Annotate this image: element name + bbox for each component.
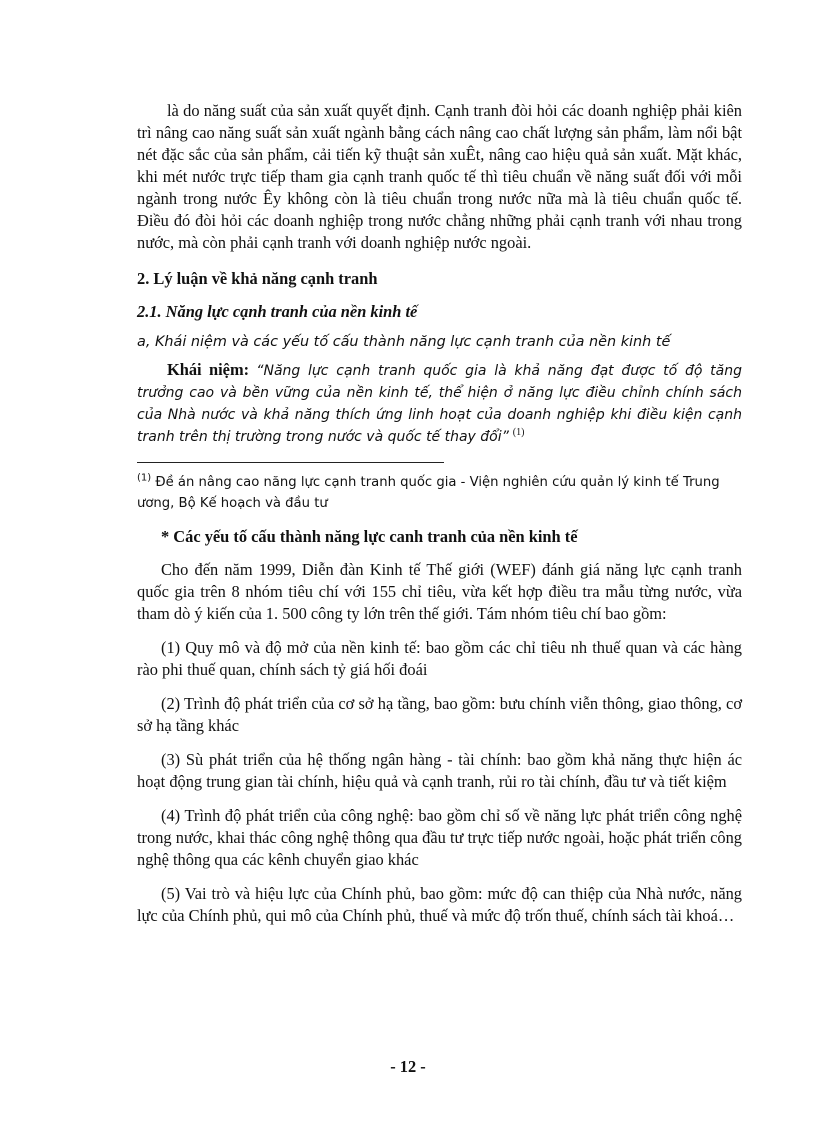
list-item: (5) Vai trò và hiệu lực của Chính phủ, bao gồm: mức độ can thiệp của Nhà nước, năng lực của Chính phủ, qui mô của Chính phủ, thuế và mức độ trốn thuế, chính sách tài khoá…: [137, 884, 742, 925]
section-heading: 2. Lý luận về khả năng cạnh tranh: [137, 269, 378, 288]
footnote-reference: (1): [512, 426, 525, 438]
concept-paragraph: [137, 359, 742, 448]
concept-quote: “Năng lực cạnh tranh quốc gia là khả năng đạt được tố độ tăng trưởng cao và bền vững của nền kinh tế, thể hiện ở năng lực điều chỉnh chính sách của Nhà nước và khả năng thích ứng linh hoạt của doanh nghiệp khi điều kiện cạnh tranh trên thị trường trong nước và quốc tế thay đổi”: [137, 363, 742, 445]
footnote: [137, 472, 742, 514]
list-item: (2) Trình độ phát triển của cơ sở hạ tầng, bao gồm: bưu chính viễn thông, giao thông, cơ sở hạ tầng khác: [137, 694, 742, 735]
list-item: (3) Sù phát triển của hệ thống ngân hàng - tài chính: bao gồm khả năng thực hiện ác hoạt động trung gian tài chính, hiệu quả và cạnh tranh, rủi ro tài chính, đầu tư và tiết kiệm: [137, 750, 742, 791]
intro-paragraph: là do năng suất của sản xuất quyết định. Cạnh tranh đòi hỏi các doanh nghiệp phải kiên trì nâng cao năng suất sản xuất ngành bằng cách nâng cao chất lượng sản phẩm, làm nổi bật nét đặc sắc của sản phẩm, cải tiến kỹ thuật sản xuÊt, nâng cao hiệu quả sản xuất. Mặt khác, khi mét nước trực tiếp tham gia cạnh tranh quốc tế thì tiêu chuẩn về năng suất đối với mỗi ngành trong nước Êy không còn là tiêu chuẩn trong nước nữa mà là tiêu chuẩn quốc tế. Điều đó đòi hỏi các doanh nghiệp trong nước chẳng những phải cạnh tranh với nhau trong nước, mà còn phải cạnh tranh với doanh nghiệp nước ngoài.: [137, 101, 742, 252]
footnote-divider: [137, 462, 444, 463]
page-number: - 12 -: [390, 1057, 426, 1076]
factors-intro: Cho đến năm 1999, Diễn đàn Kinh tế Thế giới (WEF) đánh giá năng lực cạnh tranh quốc gia trên 8 nhóm tiêu chí với 155 chỉ tiêu, vừa kết hợp điều tra mẫu từng nước, vừa tham dò ý kiến của 1. 500 công ty lớn trên thế giới. Tám nhóm tiêu chí bao gồm:: [137, 560, 742, 623]
subsection-heading: 2.1. Năng lực cạnh tranh của nền kinh tế: [137, 302, 418, 321]
factors-heading: * Các yếu tố cấu thành năng lực canh tranh của nền kinh tế: [161, 527, 578, 546]
footnote-marker: (1): [137, 472, 152, 484]
footnote-text: Đề án nâng cao năng lực cạnh tranh quốc gia - Viện nghiên cứu quản lý kinh tế Trung ương, Bộ Kế hoạch và đầu tư: [137, 475, 720, 511]
page-content: [137, 100, 742, 927]
subsub-heading: a, Khái niệm và các yếu tố cấu thành năng lực cạnh tranh của nền kinh tế: [137, 334, 671, 350]
list-item: (4) Trình độ phát triển của công nghệ: bao gồm chỉ số về năng lực phát triển công nghệ trong nước, khai thác công nghệ thông qua đầu tư trực tiếp nước ngoài, hoặc phát triển công nghệ thông qua các kênh chuyển giao khác: [137, 806, 742, 869]
concept-label: Khái niệm:: [167, 360, 250, 379]
list-item: (1) Quy mô và độ mở của nền kinh tế: bao gồm các chỉ tiêu nh thuế quan và các hàng rào phi thuế quan, chính sách tỷ giá hối đoái: [137, 638, 742, 679]
